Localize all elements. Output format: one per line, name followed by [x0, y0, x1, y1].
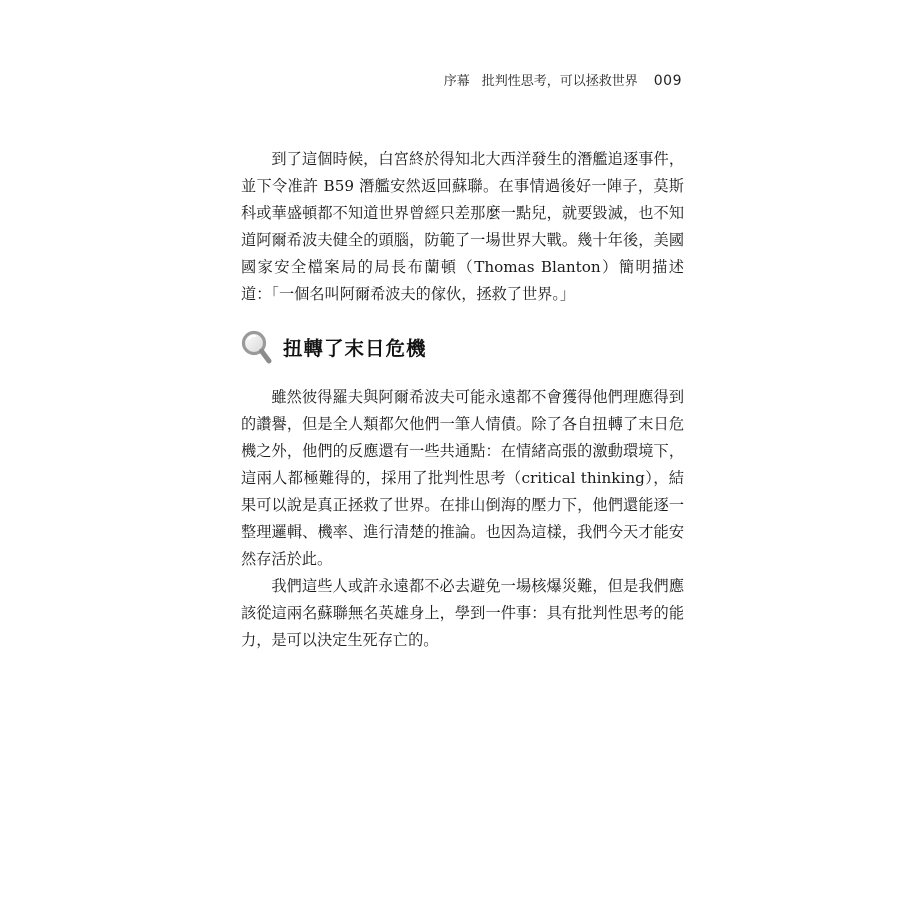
section-text [241, 384, 684, 654]
header-title: 批判性思考，可以拯救世界 [481, 74, 638, 89]
intro-text [241, 146, 684, 308]
magnifier-icon [241, 330, 273, 364]
section-heading [241, 330, 427, 364]
section-title: 扭轉了末日危機 [283, 337, 427, 360]
header-section: 序幕 [443, 74, 470, 89]
paragraph: 雖然彼得羅夫與阿爾希波夫可能永遠都不會獲得他們理應得到的讚譽，但是全人類都欠他們一筆人情債。除了各自扭轉了末日危機之外，他們的反應還有一些共通點：在情緒高張的激動環境下，這兩人都極難得的，採用了批判性思考（critical thinking），結果可以說是真正拯救了世界。在排山倒海的壓力下，他們還能逐一整理邏輯、機率、進行清楚的推論。也因為這樣，我們今天才能安然存活於此。 [241, 388, 684, 568]
paragraph: 到了這個時候，白宮終於得知北大西洋發生的潛艦追逐事件，並下令准許 B59 潛艦安然返回蘇聯。在事情過後好一陣子，莫斯科或華盛頓都不知道世界曾經只差那麼一點兒，就要毀滅，也不知道阿爾希波夫健全的頭腦，防範了一場世界大戰。幾十年後，美國國家安全檔案局的局長布蘭頓（Thomas Blanton）簡明描述道：「一個名叫阿爾希波夫的傢伙，拯救了世界。」 [241, 150, 684, 303]
paragraph: 我們這些人或許永遠都不必去避免一場核爆災難，但是我們應該從這兩名蘇聯無名英雄身上，學到一件事：具有批判性思考的能力，是可以決定生死存亡的。 [241, 577, 684, 649]
running-header [444, 70, 682, 89]
page-number: 009 [653, 73, 682, 89]
